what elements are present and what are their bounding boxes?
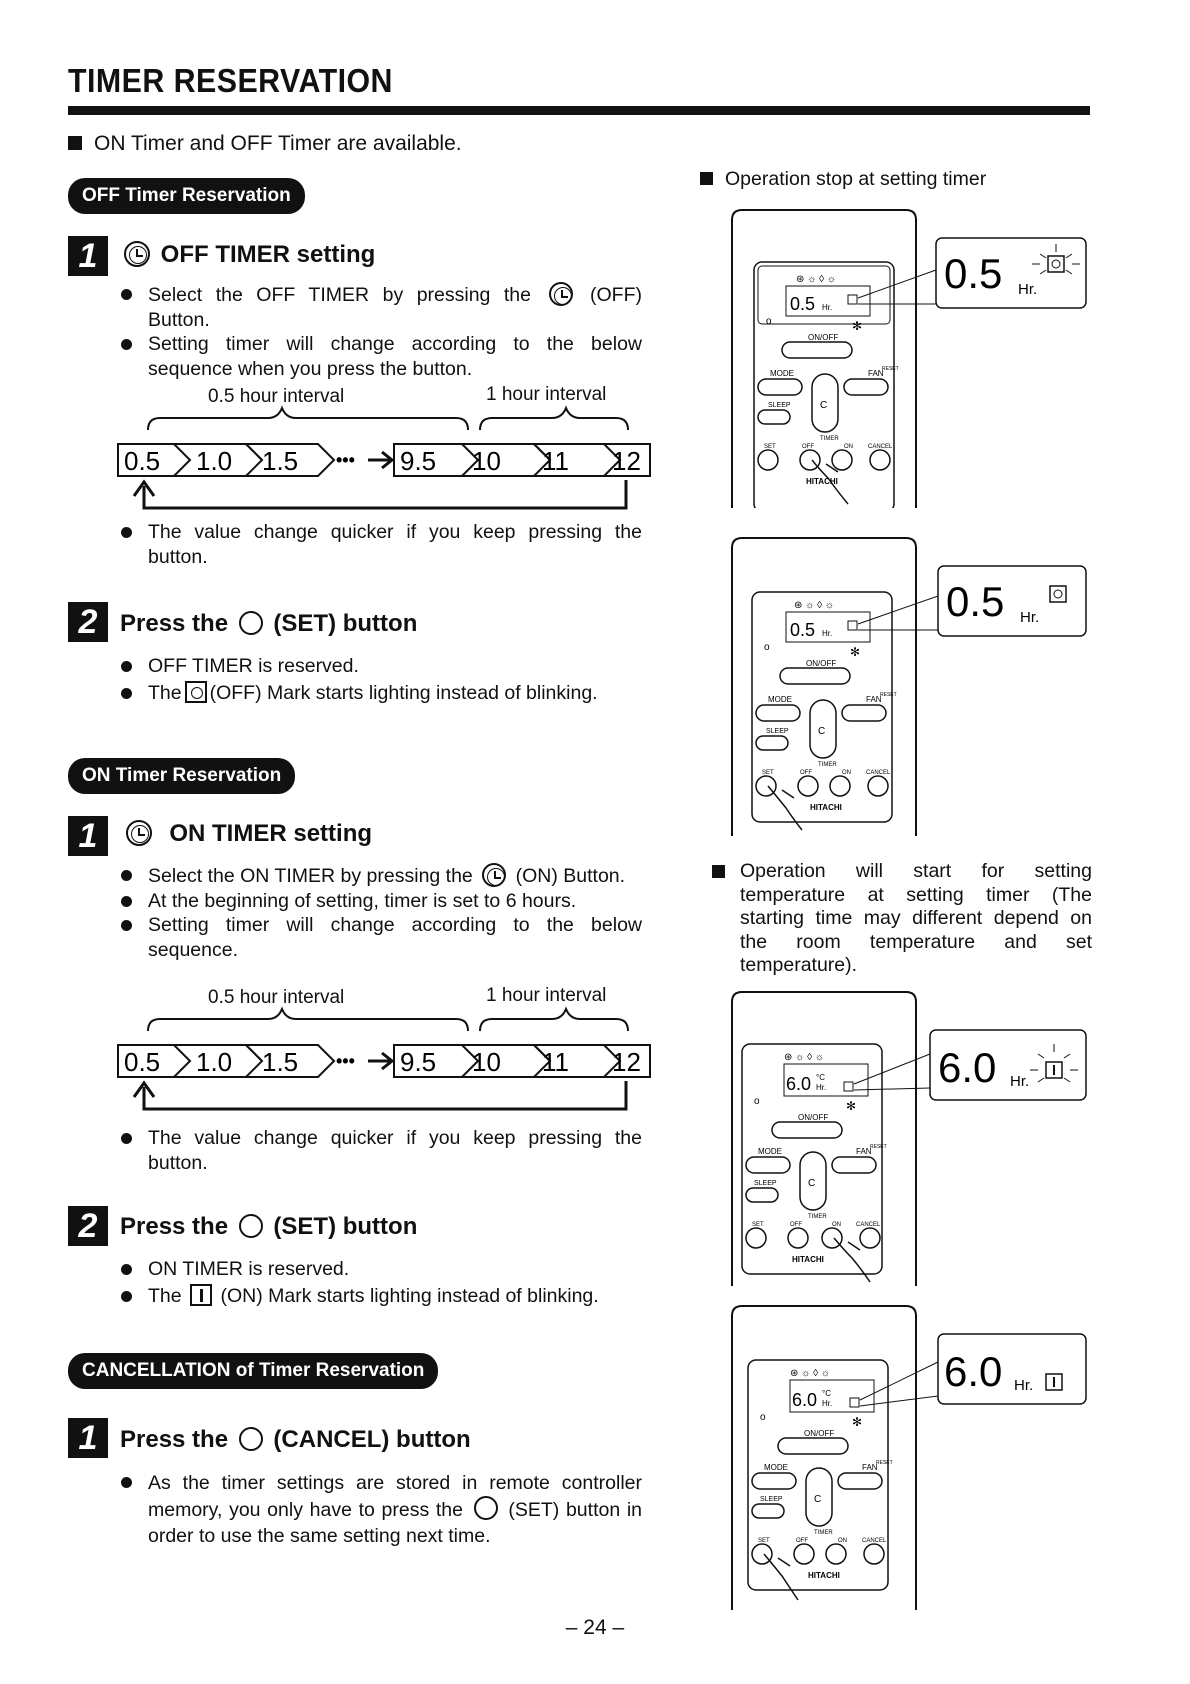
on-mark-inner <box>1053 1065 1055 1075</box>
remote-illustration-off-set <box>728 536 1090 836</box>
page-number: – 24 – <box>565 1616 625 1639</box>
seq-value: 9.5 <box>400 1047 437 1077</box>
list-item: The value change quicker if you keep pressing the button. <box>118 520 642 569</box>
step-number: 1 <box>68 1418 108 1458</box>
callout-hr: Hr. <box>1018 281 1038 298</box>
on-off-label: ON/OFF <box>808 333 839 342</box>
cancel-button[interactable] <box>860 1228 880 1248</box>
fan-label: FAN <box>862 1463 878 1472</box>
list-item: Setting timer will change according to the below sequence. <box>118 913 642 962</box>
on-off-button[interactable] <box>780 668 850 684</box>
list-item: Select the OFF TIMER by pressing the (OFF) Button. <box>118 282 642 332</box>
off-timer-header: OFF Timer Reservation <box>68 178 305 214</box>
callout-hr: Hr. <box>1014 1377 1034 1394</box>
seq-label-half-hour: 0.5 hour interval <box>208 386 345 407</box>
dot: o <box>764 642 770 653</box>
callout-value: 6.0 <box>938 1044 997 1091</box>
sleep-button[interactable] <box>756 736 788 750</box>
mode-label: MODE <box>758 1147 782 1156</box>
remote-illustration-on-blinking <box>728 990 1090 1286</box>
on-label: ON <box>842 770 851 776</box>
mode-label: MODE <box>764 1463 788 1472</box>
remote-panel <box>752 592 892 822</box>
brand-label: HITACHI <box>792 1255 824 1264</box>
fan-icon: ✻ <box>852 319 863 333</box>
timer-sequence-diagram <box>112 1001 652 1121</box>
pressing-finger-icon <box>764 1554 798 1600</box>
set-button-icon <box>474 1496 498 1520</box>
timer-label: TIMER <box>818 762 837 768</box>
seq-value: 11 <box>542 446 569 476</box>
remote-panel <box>748 1360 888 1590</box>
seq-ellipsis: ••• <box>336 450 355 470</box>
half-hour-brace <box>148 1009 468 1031</box>
mode-icons: ⊛ ☼ ◊ ☼ <box>784 1052 824 1063</box>
celsius-label: C <box>814 1494 822 1505</box>
cancel-step1-title: Press the (CANCEL) button <box>120 1426 471 1453</box>
celsius-label: C <box>818 726 826 737</box>
seq-value: 12 <box>612 1047 641 1077</box>
lcd-value: 0.5 <box>790 620 816 640</box>
reset-label: RESET <box>882 366 899 372</box>
off-timer-step2-title: Press the (SET) button <box>120 610 418 637</box>
list-item: OFF TIMER is reserved. <box>118 654 658 679</box>
fan-icon: ✻ <box>850 645 861 659</box>
cancel-label: CANCEL <box>868 444 893 450</box>
off-label: OFF <box>800 770 812 776</box>
cancel-label: CANCEL <box>866 770 891 776</box>
one-hour-brace <box>480 408 628 430</box>
remote-body <box>732 210 916 508</box>
on-label: ON <box>844 444 853 450</box>
remote-body <box>732 538 916 836</box>
arrow-right-icon <box>368 1053 392 1069</box>
on-timer-step1-list-2 <box>118 1126 642 1175</box>
seq-value: 10 <box>472 446 501 476</box>
lcd-hr: Hr. <box>822 1399 833 1408</box>
list-item: The (OFF) Mark starts lighting instead of blinking. <box>118 681 658 706</box>
off-timer-step1-list <box>118 282 642 381</box>
loop-back-arrow-icon <box>134 1081 626 1109</box>
callout-hr: Hr. <box>1020 609 1040 626</box>
title-rule <box>68 106 1090 115</box>
seq-value: 1.5 <box>262 1047 299 1077</box>
on-off-button[interactable] <box>772 1122 842 1138</box>
on-label: ON <box>838 1538 847 1544</box>
off-timer-step1-list-2 <box>118 520 642 569</box>
timer-clock-icon <box>482 863 506 887</box>
callout-value: 0.5 <box>944 250 1003 297</box>
list-item: Setting timer will change according to the below sequence when you press the button. <box>118 332 642 381</box>
on-mark-icon <box>850 1398 859 1407</box>
cancel-label: CANCEL <box>856 1222 881 1228</box>
seq-label-half-hour: 0.5 hour interval <box>208 987 345 1008</box>
seq-value: 0.5 <box>124 446 161 476</box>
set-label: SET <box>758 1538 770 1544</box>
seq-value: 1.0 <box>196 1047 233 1077</box>
off-label: OFF <box>796 1538 808 1544</box>
on-mark-icon <box>844 1082 853 1091</box>
brand-label: HITACHI <box>806 477 838 486</box>
brand-label: HITACHI <box>808 1571 840 1580</box>
mode-label: MODE <box>768 695 792 704</box>
fan-button[interactable] <box>838 1473 882 1489</box>
on-mark-icon <box>190 1284 212 1306</box>
lcd-value: 6.0 <box>792 1390 818 1410</box>
cancel-button[interactable] <box>870 450 890 470</box>
on-timer-button[interactable] <box>832 450 852 470</box>
on-off-button[interactable] <box>782 342 852 358</box>
timer-label: TIMER <box>808 1214 827 1220</box>
set-button[interactable] <box>758 450 778 470</box>
off-mark-icon <box>848 295 857 304</box>
fan-button[interactable] <box>844 379 888 395</box>
mode-button[interactable] <box>752 1473 796 1489</box>
page-title: TIMER RESERVATION <box>68 62 393 99</box>
off-timer-step2-list <box>118 654 658 705</box>
cancel-button[interactable] <box>868 776 888 796</box>
set-label: SET <box>762 770 774 776</box>
seq-label-one-hour: 1 hour interval <box>486 985 607 1006</box>
callout-hr: Hr. <box>1010 1073 1030 1090</box>
lcd-deg: °C <box>822 1389 831 1398</box>
remote-panel <box>742 1044 882 1274</box>
seq-value: 12 <box>612 446 641 476</box>
fan-button[interactable] <box>842 705 886 721</box>
timer-label: TIMER <box>820 436 839 442</box>
timer-clock-icon <box>124 241 150 267</box>
remote-illustration-off-blinking <box>728 208 1090 508</box>
step-number: 2 <box>68 1206 108 1246</box>
remote-illustration-on-set <box>728 1304 1090 1610</box>
pressing-finger-icon <box>768 786 802 830</box>
sleep-label: SLEEP <box>754 1180 777 1187</box>
sleep-button[interactable] <box>752 1504 784 1518</box>
callout-lines <box>860 1362 938 1406</box>
off-timer-button[interactable] <box>794 1544 814 1564</box>
fan-label: FAN <box>856 1147 872 1156</box>
off-timer-step1-title: OFF TIMER setting <box>120 241 375 269</box>
lcd-deg: °C <box>816 1073 825 1082</box>
seq-value: 10 <box>472 1047 501 1077</box>
cancel-button-icon <box>239 1427 263 1451</box>
mode-icons: ⊛ ☼ ◊ ☼ <box>796 274 836 285</box>
list-item: At the beginning of setting, timer is set to 6 hours. <box>118 889 642 914</box>
sleep-button[interactable] <box>746 1188 778 1202</box>
on-timer-step1-list <box>118 863 642 962</box>
seq-value: 9.5 <box>400 446 437 476</box>
list-item: The (ON) Mark starts lighting instead of blinking. <box>118 1284 658 1309</box>
off-timer-button[interactable] <box>788 1228 808 1248</box>
mode-button[interactable] <box>746 1157 790 1173</box>
mode-icons: ⊛ ☼ ◊ ☼ <box>790 1368 830 1379</box>
list-item: The value change quicker if you keep pressing the button. <box>118 1126 642 1175</box>
one-hour-brace <box>480 1009 628 1031</box>
mode-icons: ⊛ ☼ ◊ ☼ <box>794 600 834 611</box>
cancel-button[interactable] <box>864 1544 884 1564</box>
on-off-label: ON/OFF <box>798 1113 829 1122</box>
remote-body <box>732 992 916 1286</box>
on-off-button[interactable] <box>778 1438 848 1454</box>
on-timer-step2-title: Press the (SET) button <box>120 1213 418 1240</box>
sleep-label: SLEEP <box>766 728 789 735</box>
reset-label: RESET <box>870 1144 887 1150</box>
cancel-header: CANCELLATION of Timer Reservation <box>68 1353 438 1389</box>
on-timer-button[interactable] <box>826 1544 846 1564</box>
reset-label: RESET <box>876 1460 893 1466</box>
seq-label-one-hour: 1 hour interval <box>486 384 607 405</box>
timer-label: TIMER <box>814 1530 833 1536</box>
step-number: 1 <box>68 816 108 856</box>
off-label: OFF <box>802 444 814 450</box>
square-bullet-icon <box>68 136 82 150</box>
brand-label: HITACHI <box>810 803 842 812</box>
callout-value: 0.5 <box>946 578 1005 625</box>
lcd-hr: Hr. <box>816 1083 827 1092</box>
loop-back-arrow-icon <box>134 480 626 508</box>
set-button[interactable] <box>746 1228 766 1248</box>
seq-ellipsis: ••• <box>336 1051 355 1071</box>
fan-icon: ✻ <box>852 1415 863 1429</box>
mode-label: MODE <box>770 369 794 378</box>
list-item: ON TIMER is reserved. <box>118 1257 658 1282</box>
sleep-button[interactable] <box>758 410 790 424</box>
on-mark-inner <box>1053 1377 1055 1387</box>
seq-value: 0.5 <box>124 1047 161 1077</box>
note-operation-start: Operation will start for setting temperature at setting timer (The starting time may different depend on the room temperature and set temperature). <box>712 860 1092 978</box>
off-label: OFF <box>790 1222 802 1228</box>
mode-button[interactable] <box>756 705 800 721</box>
step-number: 1 <box>68 236 108 276</box>
timer-clock-icon <box>549 282 573 306</box>
lcd-hr: Hr. <box>822 303 833 312</box>
list-item: Select the ON TIMER by pressing the (ON) Button. <box>118 863 642 889</box>
on-off-label: ON/OFF <box>806 659 837 668</box>
set-button-icon <box>239 611 263 635</box>
cancel-step1-list <box>118 1470 642 1549</box>
square-bullet-icon <box>712 865 725 878</box>
celsius-label: C <box>808 1178 816 1189</box>
on-timer-step1-title: ON TIMER setting <box>122 820 372 848</box>
off-mark-icon <box>848 621 857 630</box>
sleep-label: SLEEP <box>768 402 791 409</box>
reset-label: RESET <box>880 692 897 698</box>
pressing-finger-icon <box>834 1238 870 1282</box>
lcd-value: 0.5 <box>790 294 816 314</box>
lcd-hr: Hr. <box>822 629 833 638</box>
off-mark-icon <box>185 681 207 703</box>
callout-value: 6.0 <box>944 1348 1003 1395</box>
dot: o <box>754 1096 760 1107</box>
half-hour-brace <box>148 408 468 430</box>
seq-value: 1.0 <box>196 446 233 476</box>
arrow-right-icon <box>368 452 392 468</box>
set-label: SET <box>752 1222 764 1228</box>
timer-clock-icon <box>126 820 152 846</box>
off-timer-button[interactable] <box>798 776 818 796</box>
remote-panel <box>754 262 894 508</box>
fan-button[interactable] <box>832 1157 876 1173</box>
step-number: 2 <box>68 602 108 642</box>
celsius-label: C <box>820 400 828 411</box>
dot: o <box>760 1412 766 1423</box>
mode-button[interactable] <box>758 379 802 395</box>
set-label: SET <box>764 444 776 450</box>
seq-value: 11 <box>542 1047 569 1077</box>
list-item: As the timer settings are stored in remote controller memory, you only have to press the (SET) button in order to use the same setting next time. <box>118 1470 642 1549</box>
sleep-label: SLEEP <box>760 1496 783 1503</box>
fan-label: FAN <box>866 695 882 704</box>
on-timer-step2-list <box>118 1257 658 1308</box>
on-label: ON <box>832 1222 841 1228</box>
on-timer-button[interactable] <box>830 776 850 796</box>
intro-text: ON Timer and OFF Timer are available. <box>68 132 462 156</box>
callout-lines <box>854 1054 930 1090</box>
on-off-label: ON/OFF <box>804 1429 835 1438</box>
dot: o <box>766 316 772 327</box>
note-operation-stop: Operation stop at setting timer <box>700 168 986 192</box>
cancel-label: CANCEL <box>862 1538 887 1544</box>
square-bullet-icon <box>700 172 713 185</box>
set-button-icon <box>239 1214 263 1238</box>
on-timer-header: ON Timer Reservation <box>68 758 295 794</box>
fan-icon: ✻ <box>846 1099 857 1113</box>
lcd-value: 6.0 <box>786 1074 812 1094</box>
timer-sequence-diagram <box>112 400 652 520</box>
fan-label: FAN <box>868 369 884 378</box>
seq-value: 1.5 <box>262 446 299 476</box>
